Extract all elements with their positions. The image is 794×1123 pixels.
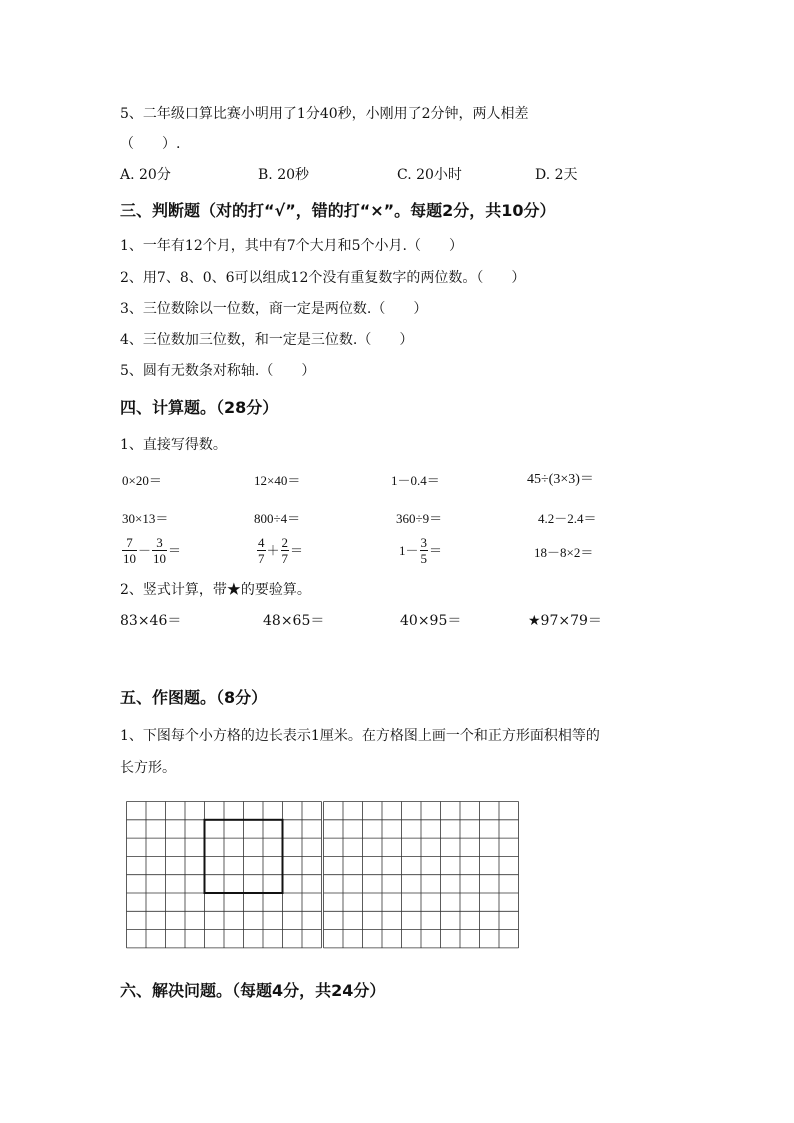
section5-title: 五、作图题。（8分） — [120, 688, 268, 707]
calc-r1-4: 45÷(3×3)＝ — [527, 472, 594, 487]
judge-item-2: 2、用7、8、0、6可以组成12个没有重复数字的两位数。（ ） — [120, 270, 526, 286]
draw-line1: 1、下图每个小方格的边长表示1厘米。在方格图上画一个和正方形面积相等的 — [120, 728, 600, 744]
q5-line2: （ ）. — [120, 136, 181, 152]
numerator: 7 — [122, 535, 137, 551]
q5-option-b: B. 20秒 — [258, 167, 310, 183]
calc-r2-2: 800÷4＝ — [254, 511, 301, 526]
calc-r1-3: 1－0.4＝ — [391, 473, 440, 488]
calc-r1-1: 0×20＝ — [122, 473, 162, 488]
operator: － — [138, 542, 152, 558]
fraction — [420, 535, 429, 566]
vertical-calc-2: 48×65＝ — [263, 613, 325, 629]
vertical-calc-3: 40×95＝ — [400, 613, 462, 629]
judge-item-3: 3、三位数除以一位数，商一定是两位数.（ ） — [120, 301, 428, 317]
judge-item-5: 5、圆有无数条对称轴.（ ） — [120, 363, 316, 379]
calc-r3-4: 18－8×2＝ — [534, 545, 594, 560]
equals: ＝ — [168, 542, 182, 558]
equals: ＝ — [429, 542, 443, 558]
q5-line1: 5、二年级口算比赛小明用了1分40秒，小刚用了2分钟，两人相差 — [120, 106, 529, 122]
whole-part: 1－ — [399, 542, 419, 558]
numerator: 3 — [152, 535, 167, 551]
calc-r3-1 — [122, 535, 182, 566]
section4-title: 四、计算题。（28分） — [120, 398, 279, 417]
numerator: 3 — [420, 535, 428, 550]
q5-option-a: A. 20分 — [120, 167, 171, 183]
vertical-calc-1: 83×46＝ — [120, 613, 182, 629]
calc-r3-2 — [257, 535, 304, 566]
section3-title: 三、判断题（对的打“√”，错的打“×”。每题2分，共10分） — [120, 201, 556, 220]
fraction — [281, 535, 290, 566]
calc-sub2: 2、竖式计算，带★的要验算。 — [120, 582, 311, 598]
section6-title: 六、解决问题。（每题4分，共24分） — [120, 981, 386, 1000]
denominator: 7 — [258, 551, 265, 566]
judge-item-1: 1、一年有12个月，其中有7个大月和5个小月.（ ） — [120, 238, 463, 254]
calc-r1-2: 12×40＝ — [254, 473, 301, 488]
equals: ＝ — [290, 542, 304, 558]
grid-figure — [126, 801, 520, 955]
operator: ＋ — [266, 542, 280, 558]
denominator: 5 — [420, 551, 428, 566]
calc-sub1: 1、直接写得数。 — [120, 437, 227, 453]
calc-r2-3: 360÷9＝ — [396, 511, 443, 526]
fraction — [257, 535, 266, 566]
numerator: 2 — [281, 535, 289, 550]
q5-option-d: D. 2天 — [535, 167, 578, 183]
grid-svg — [126, 801, 520, 951]
calc-r2-4: 4.2－2.4＝ — [538, 511, 597, 526]
fraction — [122, 535, 137, 566]
calc-r3-3 — [398, 535, 443, 566]
denominator: 10 — [123, 551, 136, 566]
q5-option-c: C. 20小时 — [397, 167, 462, 183]
fraction — [152, 535, 167, 566]
draw-line2: 长方形。 — [120, 760, 176, 776]
denominator: 7 — [281, 551, 289, 566]
judge-item-4: 4、三位数加三位数，和一定是三位数.（ ） — [120, 332, 414, 348]
numerator: 4 — [258, 535, 265, 550]
denominator: 10 — [153, 551, 167, 566]
vertical-calc-4: ★97×79＝ — [528, 613, 602, 629]
calc-r2-1: 30×13＝ — [122, 511, 169, 526]
